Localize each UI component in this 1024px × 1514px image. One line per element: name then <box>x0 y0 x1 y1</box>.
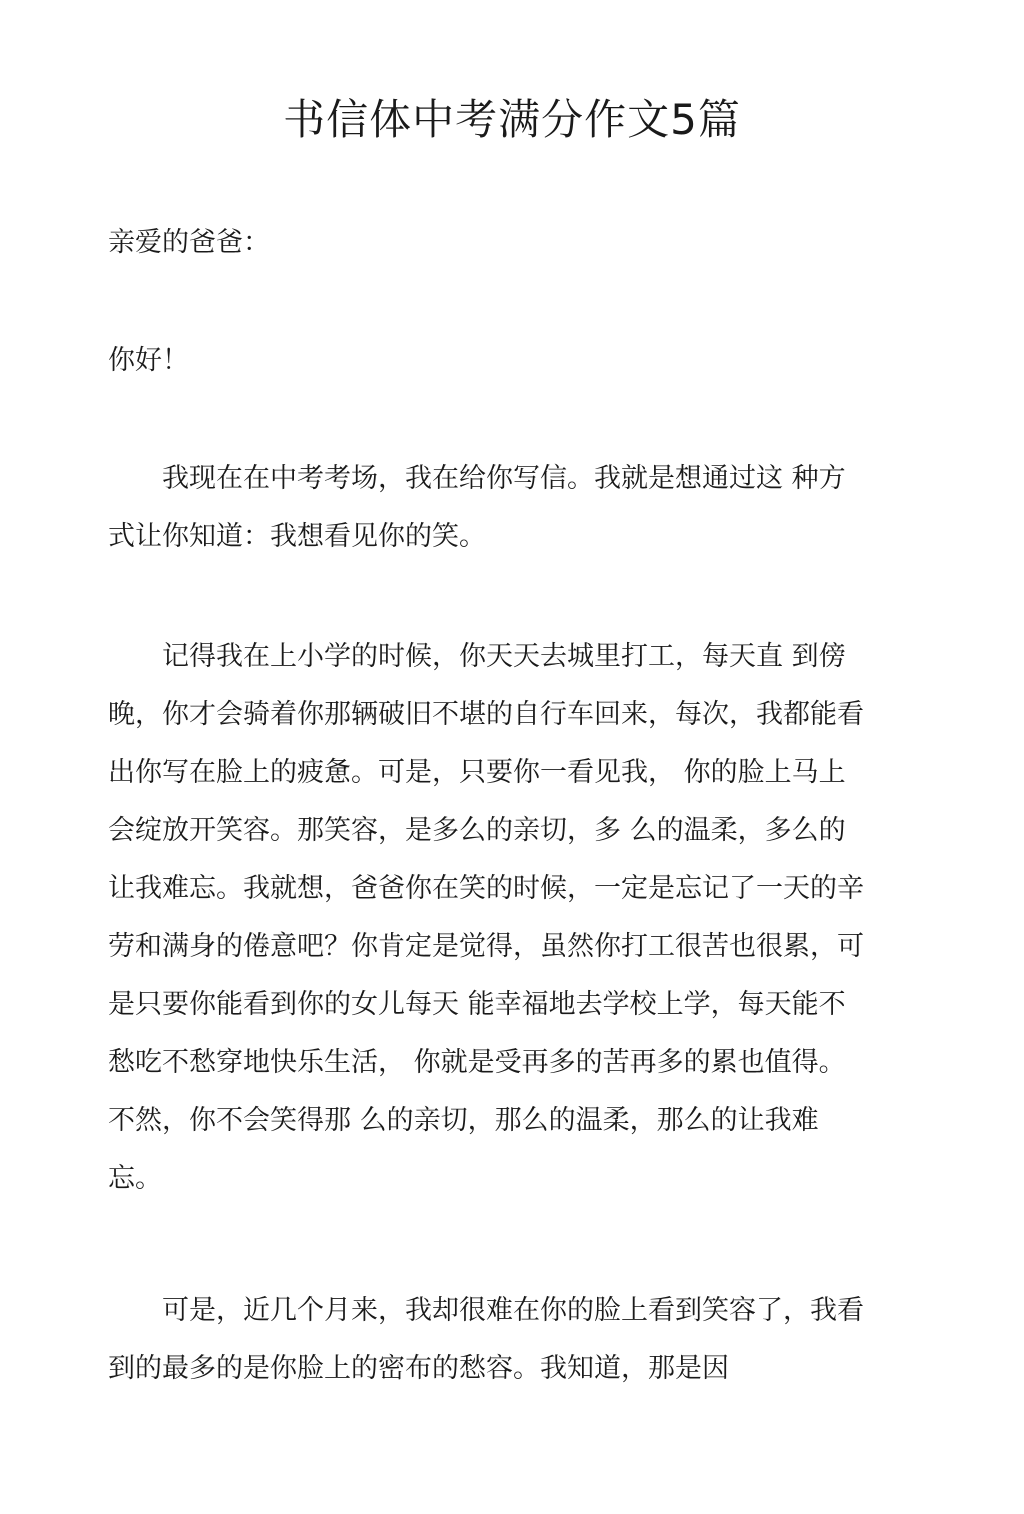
letter-salutation: 亲爱的爸爸： <box>108 227 270 258</box>
paragraph-line: 我现在在中考考场，我在给你写信。我就是想通过这 种方 <box>108 463 846 494</box>
paragraph-line: 忘。 <box>108 1163 162 1194</box>
paragraph-line: 愁吃不愁穿地快乐生活， 你就是受再多的苦再多的累也值得。 <box>108 1047 846 1078</box>
paragraph-line: 式让你知道：我想看见你的笑。 <box>108 521 486 552</box>
paragraph-line: 劳和满身的倦意吧？你肯定是觉得，虽然你打工很苦也很累，可 <box>108 931 864 962</box>
paragraph-line: 记得我在上小学的时候，你天天去城里打工，每天直 到傍 <box>108 641 846 672</box>
letter-greeting: 你好！ <box>108 345 189 376</box>
paragraph-line: 让我难忘。我就想，爸爸你在笑的时候，一定是忘记了一天的辛 <box>108 873 864 904</box>
paragraph-2 <box>108 628 920 1208</box>
paragraph-line: 到的最多的是你脸上的密布的愁容。我知道，那是因 <box>108 1353 729 1384</box>
paragraph-line: 晚，你才会骑着你那辆破旧不堪的自行车回来，每次，我都能看 <box>108 699 864 730</box>
paragraph-line: 出你写在脸上的疲惫。可是，只要你一看见我， 你的脸上马上 <box>108 757 846 788</box>
paragraph-line: 是只要你能看到你的女儿每天 能幸福地去学校上学，每天能不 <box>108 989 846 1020</box>
document-title: 书信体中考满分作文5篇 <box>283 95 741 144</box>
paragraph-line: 不然，你不会笑得那 么的亲切，那么的温柔，那么的让我难 <box>108 1105 819 1136</box>
paragraph-1 <box>108 450 920 566</box>
paragraph-line: 会绽放开笑容。那笑容，是多么的亲切，多 么的温柔，多么的 <box>108 815 846 846</box>
paragraph-line: 可是，近几个月来，我却很难在你的脸上看到笑容了，我看 <box>108 1295 864 1326</box>
paragraph-3 <box>108 1282 920 1398</box>
